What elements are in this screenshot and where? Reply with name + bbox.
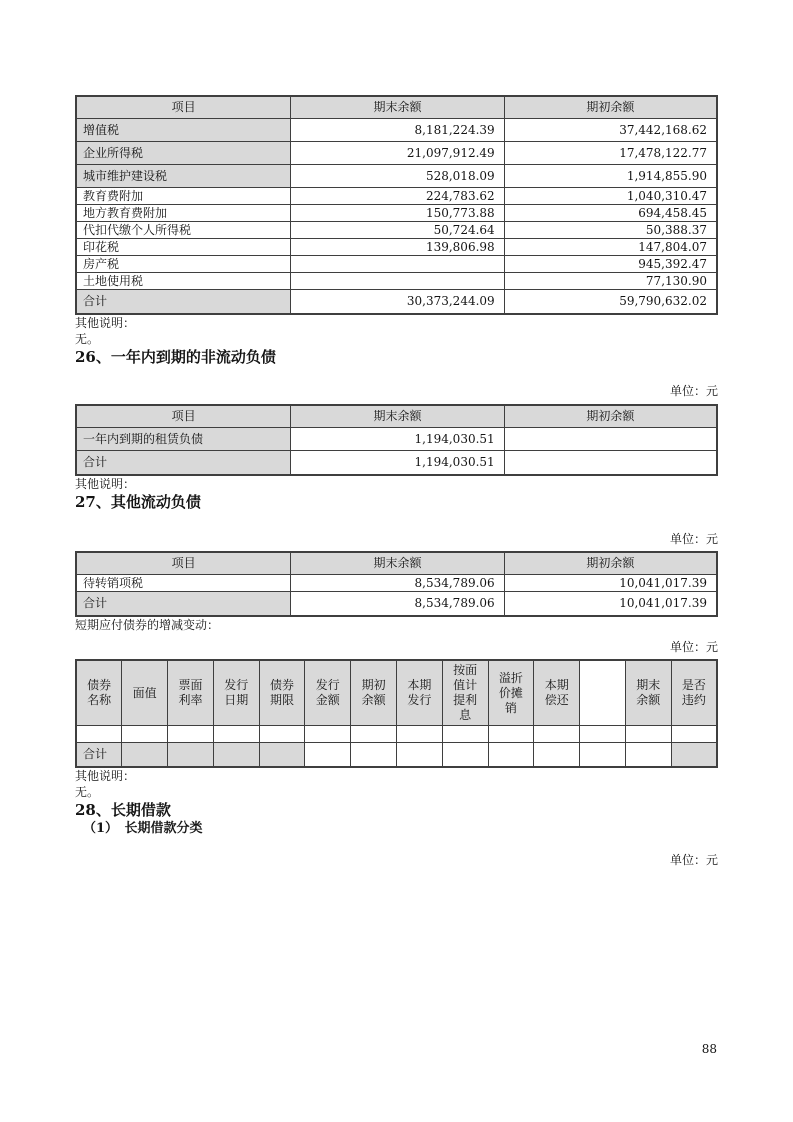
cell-ending-balance: 1,194,030.51 (291, 451, 504, 476)
bond-total-cell (580, 743, 626, 768)
cell-item: 合计 (76, 592, 291, 617)
column-header: 期末余额 (291, 96, 504, 119)
bond-column-header: 发行日期 (213, 660, 259, 726)
content-area (75, 95, 718, 868)
other-notes-label-26: 其他说明： (75, 477, 136, 491)
bond-total-cell (625, 743, 671, 768)
column-header: 项目 (76, 405, 291, 428)
bond-empty-row (76, 726, 717, 743)
noncurrent-liabilities-due-table (75, 404, 718, 476)
bond-column-header: 本期发行 (396, 660, 442, 726)
section-27-heading: 27、其他流动负债 (75, 493, 201, 511)
bond-total-cell (168, 743, 214, 768)
cell-item: 合计 (76, 290, 291, 315)
taxes-payable-table (75, 95, 718, 315)
total-row (76, 290, 717, 315)
bond-empty-cell (213, 726, 259, 743)
cell-ending-balance: 50,724.64 (291, 222, 504, 239)
bond-empty-cell (488, 726, 534, 743)
cell-ending-balance: 8,181,224.39 (291, 119, 504, 142)
bond-column-header: 债券期限 (259, 660, 305, 726)
bond-total-cell (442, 743, 488, 768)
column-header: 期末余额 (291, 405, 504, 428)
cell-beginning-balance: 945,392.47 (504, 256, 717, 273)
table-row (76, 205, 717, 222)
bond-total-cell (122, 743, 168, 768)
other-current-liabilities-table (75, 551, 718, 617)
bond-empty-cell (625, 726, 671, 743)
none-text-bonds: 无。 (75, 785, 100, 799)
header-row (76, 405, 717, 428)
unit-label-26: 单位：元 (669, 384, 718, 398)
bond-empty-cell (259, 726, 305, 743)
cell-ending-balance: 30,373,244.09 (291, 290, 504, 315)
bond-empty-cell (534, 726, 580, 743)
cell-item: 代扣代缴个人所得税 (76, 222, 291, 239)
bond-empty-cell (305, 726, 351, 743)
bond-empty-cell (168, 726, 214, 743)
cell-ending-balance: 8,534,789.06 (291, 592, 504, 617)
cell-item: 土地使用税 (76, 273, 291, 290)
cell-ending-balance (291, 273, 504, 290)
bond-total-cell (488, 743, 534, 768)
cell-beginning-balance: 10,041,017.39 (504, 592, 717, 617)
column-header: 项目 (76, 552, 291, 575)
bond-empty-cell (396, 726, 442, 743)
bond-empty-cell (671, 726, 717, 743)
header-row (76, 96, 717, 119)
table-row (76, 165, 717, 188)
column-header: 期初余额 (504, 552, 717, 575)
table-row (76, 119, 717, 142)
bond-total-cell (396, 743, 442, 768)
cell-beginning-balance (504, 451, 717, 476)
bond-total-cell (534, 743, 580, 768)
cell-item: 合计 (76, 451, 291, 476)
cell-item: 印花税 (76, 239, 291, 256)
other-notes-label: 其他说明： (75, 316, 136, 330)
cell-ending-balance: 528,018.09 (291, 165, 504, 188)
cell-ending-balance (291, 256, 504, 273)
cell-ending-balance: 139,806.98 (291, 239, 504, 256)
column-header: 项目 (76, 96, 291, 119)
total-row (76, 592, 717, 617)
table-row (76, 222, 717, 239)
cell-ending-balance: 21,097,912.49 (291, 142, 504, 165)
cell-ending-balance: 8,534,789.06 (291, 575, 504, 592)
bond-total-cell (671, 743, 717, 768)
cell-item: 待转销项税 (76, 575, 291, 592)
bond-total-cell (305, 743, 351, 768)
cell-item: 房产税 (76, 256, 291, 273)
cell-beginning-balance: 694,458.45 (504, 205, 717, 222)
bond-total-label: 合计 (76, 743, 122, 768)
bond-column-header: 溢折价摊销 (488, 660, 534, 726)
cell-item: 教育费附加 (76, 188, 291, 205)
cell-beginning-balance: 50,388.37 (504, 222, 717, 239)
cell-beginning-balance: 1,914,855.90 (504, 165, 717, 188)
cell-item: 企业所得税 (76, 142, 291, 165)
bond-column-header: 债券名称 (76, 660, 122, 726)
bond-column-header: 发行金额 (305, 660, 351, 726)
page-number: 88 (701, 1042, 717, 1056)
bond-total-row (76, 743, 717, 768)
cell-beginning-balance (504, 428, 717, 451)
bond-header-row (76, 660, 717, 726)
table-row (76, 428, 717, 451)
unit-label-27: 单位：元 (669, 532, 718, 546)
total-row (76, 451, 717, 476)
bond-total-cell (351, 743, 397, 768)
cell-item: 一年内到期的租赁负债 (76, 428, 291, 451)
bonds-intro-text: 短期应付债券的增减变动： (75, 618, 220, 632)
short-term-bonds-table (75, 659, 718, 768)
bond-column-header: 票面利率 (168, 660, 214, 726)
unit-label-28: 单位：元 (669, 853, 718, 867)
bond-column-header: 按面值计提利息 (442, 660, 488, 726)
table-row (76, 239, 717, 256)
column-header: 期初余额 (504, 96, 717, 119)
bond-total-cell (213, 743, 259, 768)
cell-item: 增值税 (76, 119, 291, 142)
cell-beginning-balance: 17,478,122.77 (504, 142, 717, 165)
header-row (76, 552, 717, 575)
bond-total-cell (259, 743, 305, 768)
bond-empty-cell (76, 726, 122, 743)
column-header: 期末余额 (291, 552, 504, 575)
unit-label-bonds: 单位：元 (669, 640, 718, 654)
cell-ending-balance: 1,194,030.51 (291, 428, 504, 451)
bond-empty-cell (351, 726, 397, 743)
other-notes-label-bonds: 其他说明： (75, 769, 136, 783)
cell-ending-balance: 150,773.88 (291, 205, 504, 222)
bond-empty-cell (122, 726, 168, 743)
cell-beginning-balance: 1,040,310.47 (504, 188, 717, 205)
bond-column-header: 期初余额 (351, 660, 397, 726)
table-row (76, 256, 717, 273)
table-row (76, 273, 717, 290)
column-header: 期初余额 (504, 405, 717, 428)
section-28-subheading: （1） 长期借款分类 (83, 821, 203, 836)
cell-ending-balance: 224,783.62 (291, 188, 504, 205)
bond-column-header: 面值 (122, 660, 168, 726)
cell-item: 城市维护建设税 (76, 165, 291, 188)
cell-beginning-balance: 37,442,168.62 (504, 119, 717, 142)
cell-beginning-balance: 10,041,017.39 (504, 575, 717, 592)
table-row (76, 575, 717, 592)
bond-column-header: 期末余额 (625, 660, 671, 726)
table-row (76, 142, 717, 165)
cell-item: 地方教育费附加 (76, 205, 291, 222)
section-26-heading: 26、一年内到期的非流动负债 (75, 348, 276, 366)
cell-beginning-balance: 59,790,632.02 (504, 290, 717, 315)
none-text: 无。 (75, 332, 100, 346)
cell-beginning-balance: 147,804.07 (504, 239, 717, 256)
bond-empty-cell (580, 726, 626, 743)
section-28-heading: 28、长期借款 (75, 801, 171, 819)
bond-column-header: 本期偿还 (534, 660, 580, 726)
table-row (76, 188, 717, 205)
cell-beginning-balance: 77,130.90 (504, 273, 717, 290)
bond-empty-cell (442, 726, 488, 743)
bond-column-header: 是否违约 (671, 660, 717, 726)
bond-blank-header (580, 660, 626, 726)
